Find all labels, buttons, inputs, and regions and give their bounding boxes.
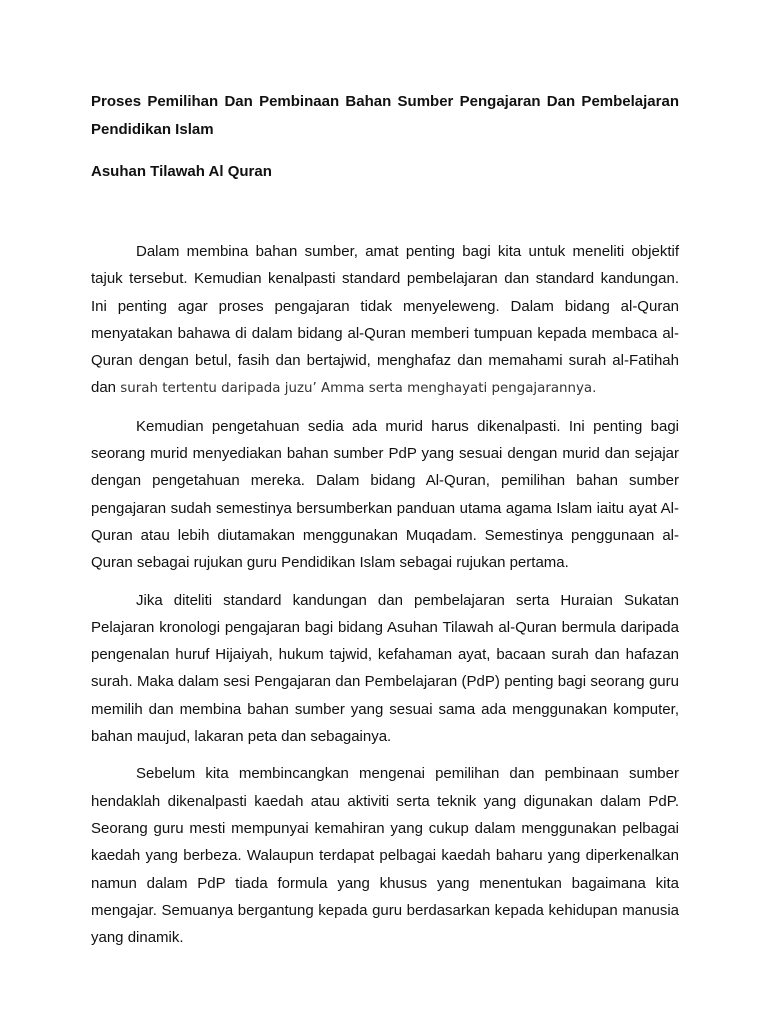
paragraph-2 (91, 413, 679, 577)
document-page (91, 88, 679, 961)
document-subtitle: Asuhan Tilawah Al Quran (91, 163, 272, 180)
paragraph-3 (91, 587, 679, 751)
paragraph-3-text: Jika diteliti standard kandungan dan pembelajaran serta Huraian Sukatan Pelajaran kronologi pengajaran bagi bidang Asuhan Tilawah al-Quran bermula daripada pengenalan huruf Hijaiyah, hukum tajwid, kefahaman ayat, bacaan surah dan hafazan surah. Maka dalam sesi Pengajaran dan Pembelajaran (PdP) penting bagi seorang guru memilih dan membina bahan sumber yang sesuai sama ada menggunakan komputer, bahan maujud, lakaran peta dan sebagainya. (91, 591, 679, 746)
paragraph-2-text: Kemudian pengetahuan sedia ada murid harus dikenalpasti. Ini penting bagi seorang murid menyediakan bahan sumber PdP yang sesuai dengan murid dan sejajar dengan pengetahuan mereka. Dalam bidang Al-Quran, pemilihan bahan sumber pengajaran sudah semestinya bersumberkan panduan utama agama Islam iaitu ayat Al-Quran atau lebih diutamakan menggunakan Muqadam. Semestinya penggunaan al-Quran sebagai rujukan guru Pendidikan Islam sebagai rujukan pertama. (91, 417, 679, 572)
document-body (91, 238, 679, 951)
paragraph-1 (91, 238, 679, 403)
paragraph-1-tail: surah tertentu daripada juzu’ Amma serta menghayati pengajarannya. (116, 381, 597, 397)
paragraph-4-text: Sebelum kita membincangkan mengenai pemilihan dan pembinaan sumber hendaklah dikenalpasti kaedah atau aktiviti serta teknik yang digunakan dalam PdP. Seorang guru mesti mempunyai kemahiran yang cukup dalam menggunakan pelbagai kaedah yang berbeza. Walaupun terdapat pelbagai kaedah baharu yang diperkenalkan namun dalam PdP tiada formula yang khusus yang menentukan bagaimana kita mengajar. Semuanya bergantung kepada guru berdasarkan kepada kehidupan manusia yang dinamik. (91, 765, 679, 947)
paragraph-1-text: Dalam membina bahan sumber, amat penting bagi kita untuk meneliti objektif tajuk tersebut. Kemudian kenalpasti standard pembelajaran dan standard kandungan. Ini penting agar proses pengajaran tidak menyeleweng. Dalam bidang al-Quran menyatakan bahawa di dalam bidang al-Quran memberi tumpuan kepada membaca al-Quran dengan betul, fasih dan bertajwid, menghafaz dan memahami surah al-Fatihah dan (91, 243, 679, 397)
document-title: Proses Pemilihan Dan Pembinaan Bahan Sumber Pengajaran Dan Pembelajaran Pendidikan Islam (91, 93, 679, 138)
paragraph-4 (91, 760, 679, 951)
